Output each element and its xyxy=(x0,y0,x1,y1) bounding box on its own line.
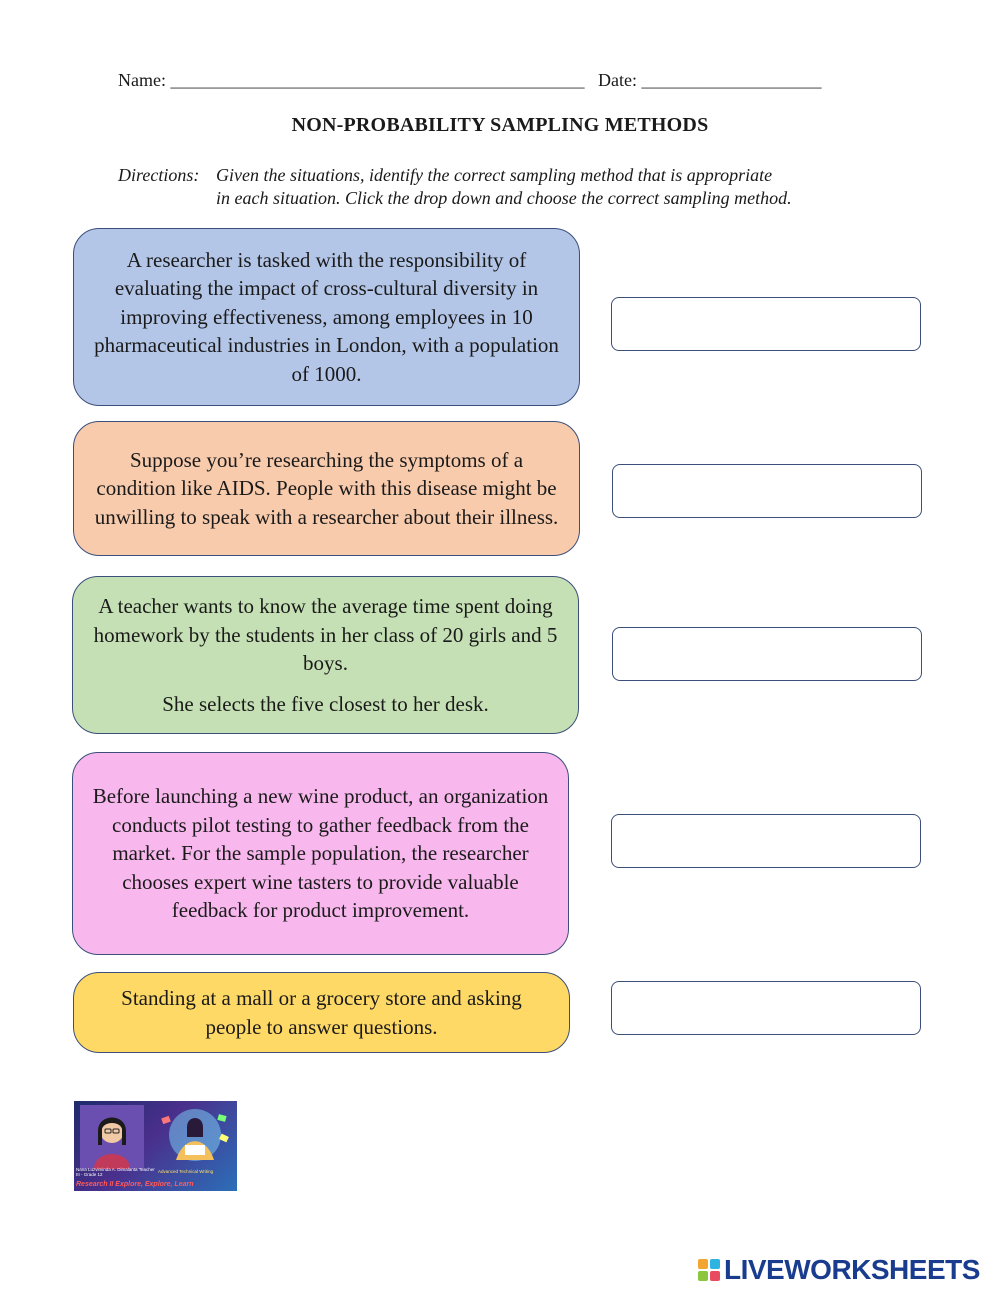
directions-line-2: in each situation. Click the drop down and choose the correct sampling method. xyxy=(216,188,792,208)
answer-dropdown-3[interactable] xyxy=(612,627,922,681)
answer-dropdown-5[interactable] xyxy=(611,981,921,1035)
author-badge xyxy=(74,1101,237,1191)
name-label: Name: xyxy=(118,70,166,90)
badge-subtitle: Advanced Technical Writing xyxy=(158,1169,214,1174)
situation-text: Before launching a new wine product, an organization conducts pilot testing to gather feedback from the market. For the sample population, the researcher chooses expert wine tasters to provide valuable feedback for product improvement. xyxy=(92,784,549,923)
answer-dropdown-4[interactable] xyxy=(611,814,921,868)
situation-text: Suppose you’re researching the symptoms of a condition like AIDS. People with this disease might be unwilling to speak with a researcher about their illness. xyxy=(94,447,559,529)
directions-line-1: Given the situations, identify the correct sampling method that is appropriate xyxy=(216,165,773,185)
date-label: Date: xyxy=(597,70,637,90)
situation-card-4 xyxy=(72,752,569,955)
teacher-photo-icon xyxy=(80,1105,144,1169)
directions-label: Directions: xyxy=(118,165,200,185)
answer-dropdown-1[interactable] xyxy=(611,297,921,351)
situation-text: A teacher wants to know the average time spent doing homework by the students in her class of 20 girls and 5 boys. xyxy=(93,594,558,675)
page-title: NON-PROBABILITY SAMPLING METHODS xyxy=(291,114,709,136)
name-date-line xyxy=(118,70,821,91)
directions xyxy=(118,164,898,210)
badge-caption: Nana Luzviminda A. Dimalanta Teacher III - Grade 12 xyxy=(76,1167,155,1177)
situation-card-3 xyxy=(72,576,579,734)
brand-name: LIVEWORKSHEETS xyxy=(724,1254,980,1285)
situation-text: Standing at a mall or a grocery store and asking people to answer questions. xyxy=(121,986,522,1039)
situation-text-extra: She selects the five closest to her desk. xyxy=(162,691,489,716)
situation-card-2 xyxy=(73,421,580,556)
name-field[interactable]: ______________________________________________ xyxy=(170,70,585,90)
research-illustration-icon xyxy=(156,1105,234,1165)
answer-dropdown-2[interactable] xyxy=(612,464,922,518)
liveworksheets-logo[interactable] xyxy=(698,1253,980,1287)
situation-card-1 xyxy=(73,228,580,406)
date-field[interactable]: ____________________ xyxy=(641,70,822,90)
situation-text: A researcher is tasked with the responsibility of evaluating the impact of cross-cultural diversity in improving effectiveness, among employees in 10 pharmaceutical industries in London, with a population of 1000. xyxy=(94,247,559,386)
situation-card-5 xyxy=(73,972,570,1053)
liveworksheets-logo-icon xyxy=(698,1259,720,1281)
badge-strip: Research II Explore, Explore, Learn xyxy=(76,1181,194,1188)
